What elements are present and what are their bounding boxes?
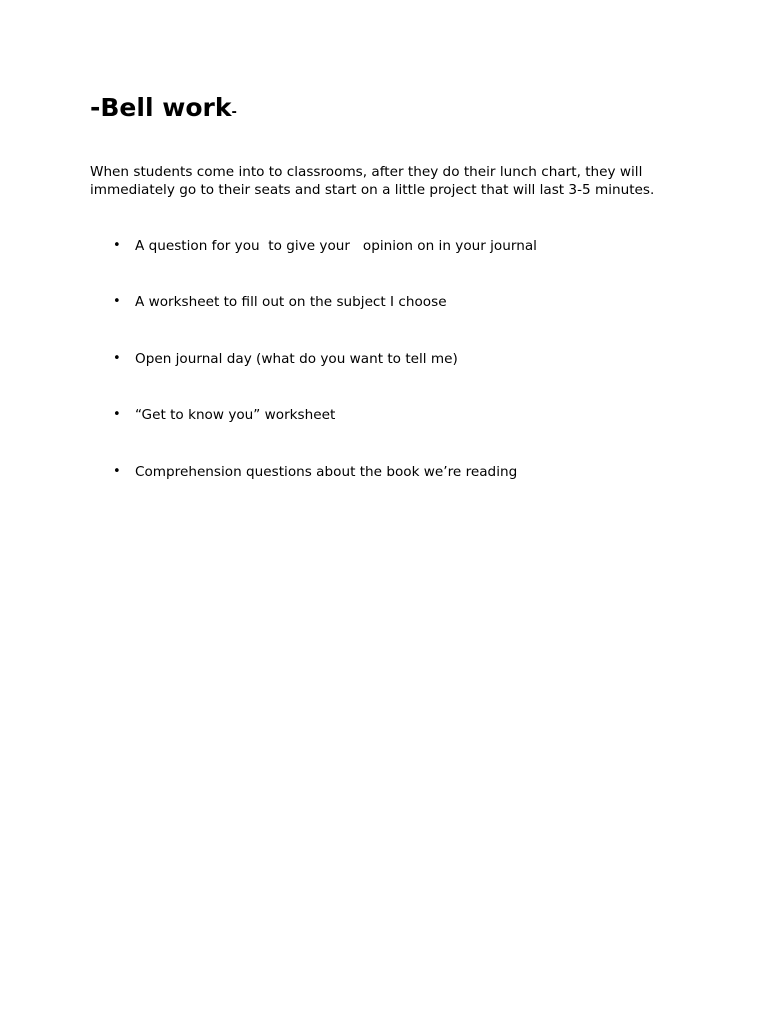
bullet-icon: • [113, 464, 121, 479]
list-item [0, 236, 537, 256]
list-item-text: A worksheet to fill out on the subject I choose [135, 294, 447, 310]
list-item [0, 462, 518, 482]
list-item-text: Open journal day (what do you want to tell me) [135, 351, 458, 367]
bullet-icon: • [113, 294, 121, 309]
page-title [90, 92, 237, 129]
list-item [0, 405, 336, 425]
bullet-icon: • [113, 238, 121, 253]
list-item [0, 292, 447, 312]
list-item-text: Comprehension questions about the book we’re reading [135, 464, 518, 480]
intro-paragraph: When students come into to classrooms, after they do their lunch chart, they will immediately go to their seats and start on a little project that will last 3-5 minutes. [90, 164, 655, 198]
list-item-text: A question for you to give your opinion on in your journal [135, 238, 537, 254]
title-text: -Bell work [90, 93, 232, 122]
list-item [0, 349, 458, 369]
bullet-icon: • [113, 407, 121, 422]
title-trailing-dash: - [231, 105, 237, 120]
list-item-text: “Get to know you” worksheet [135, 407, 336, 423]
bullet-icon: • [113, 351, 121, 366]
